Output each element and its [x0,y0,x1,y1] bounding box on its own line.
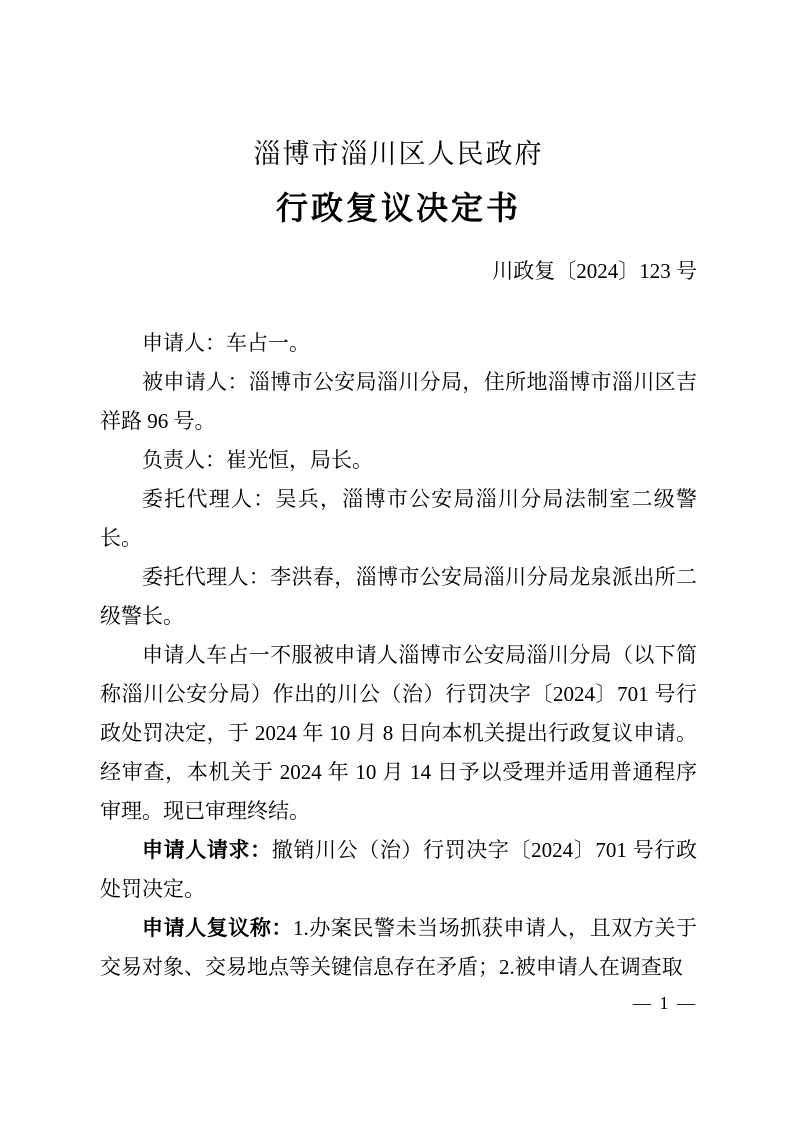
paragraph-applicant [100,324,697,363]
paragraph-text: 撤销川公（治）行罚决字〔2024〕701 号行政处罚决定。 [100,838,697,901]
paragraph-lead: 申请人请求： [142,838,272,862]
doc-number: 川政复〔2024〕123 号 [492,259,697,283]
paragraph-agent-2 [100,558,697,636]
paragraph-text: 负责人：崔光恒，局长。 [142,448,373,472]
paragraph-text: 申请人：车占一。 [142,331,310,355]
paragraph-case-summary [100,636,697,831]
paragraph-person-in-charge [100,441,697,480]
paragraph-lead: 申请人复议称： [142,916,293,940]
document-body [100,324,697,987]
doc-type-title: 行政复议决定书 [275,190,521,226]
paragraph-text: 1.办案民警未当场抓获申请人，且双方关于交易对象、交易地点等关键信息存在矛盾；2.被申请人在调查取 [100,916,698,979]
paragraph-agent-1 [100,480,697,558]
paragraph-text: 被申请人：淄博市公安局淄川分局，住所地淄博市淄川区吉祥路 96 号。 [100,370,697,433]
paragraph-applicant-request [100,831,697,909]
paragraph-text: 委托代理人：李洪春，淄博市公安局淄川分局龙泉派出所二级警长。 [100,565,697,628]
paragraph-text: 申请人车占一不服被申请人淄博市公安局淄川分局（以下简称淄川公安分局）作出的川公（治）行罚决字〔2024〕701 号行政处罚决定，于 2024 年 10 月 8 日向本机关提出行政复议申请。经审查，本机关于 2024 年 10 月 14 日予以受理并适用普通程序审理。现已审理终结。 [100,643,697,823]
issuer-title: 淄博市淄川区人民政府 [253,139,544,169]
page-number: — 1 — [633,993,697,1013]
paragraph-applicant-claims [100,909,697,987]
paragraph-text: 委托代理人：吴兵，淄博市公安局淄川分局法制室二级警长。 [100,487,697,550]
paragraph-respondent [100,363,697,441]
